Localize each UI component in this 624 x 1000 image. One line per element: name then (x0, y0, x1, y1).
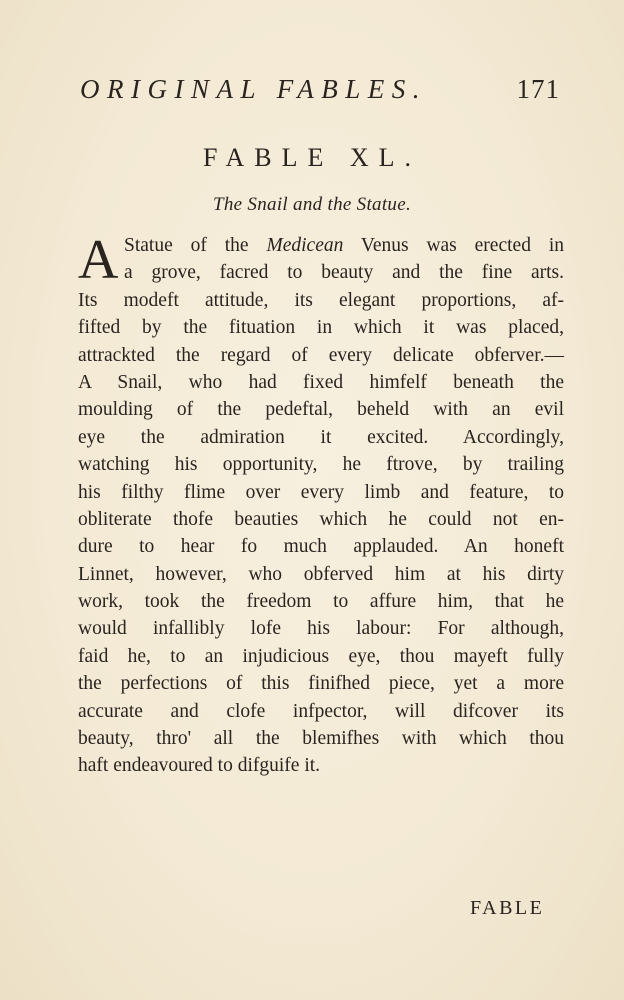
text-line: eye the admiration it excited. Accordingly, (78, 426, 564, 448)
text-line: a grove, facred to beauty and the fine arts. (124, 262, 564, 284)
text-line: watching his opportunity, he ftrove, by trailing (78, 454, 564, 476)
fable-subtitle: The Snail and the Statue. (212, 194, 411, 215)
text-line: beauty, thro' all the blemifhes with which thou (78, 728, 564, 750)
drop-cap: A (78, 229, 119, 291)
text-line: accurate and clofe infpector, will difcover its (78, 700, 564, 722)
text-line: would infallibly lofe his labour: For although, (78, 618, 564, 640)
text-line: faid he, to an injudicious eye, thou mayeft fully (78, 645, 564, 667)
text-line: Statue of the Medicean Venus was erected in (124, 235, 564, 256)
running-title: ORIGINAL FABLES. (80, 74, 428, 104)
text-line: the perfections of this finifhed piece, yet a more (78, 673, 564, 695)
catchword: FABLE (470, 897, 545, 919)
fable-text (78, 229, 564, 780)
text-line: work, took the freedom to affure him, that he (78, 591, 564, 613)
running-head (80, 74, 560, 114)
fable-heading: FABLE XL. (202, 143, 422, 172)
text-line: obliterate thofe beauties which he could not en- (78, 508, 564, 530)
text-line: dure to hear fo much applauded. An honeft (78, 536, 564, 558)
text-line: haft endeavoured to difguife it. (78, 755, 321, 777)
text-line: A Snail, who had fixed himfelf beneath the (78, 371, 564, 393)
page-number: 171 (516, 74, 560, 104)
text-line: Its modeft attitude, its elegant proportions, af- (78, 289, 564, 311)
text-line: moulding of the pedeftal, beheld with an evil (78, 399, 564, 421)
text-line: Linnet, however, who obferved him at his dirty (78, 563, 564, 585)
text-line: attrackted the regard of every delicate obferver.— (78, 344, 564, 366)
text-line: his filthy flime over every limb and feature, to (78, 481, 564, 503)
text-line: fifted by the fituation in which it was placed, (78, 317, 564, 339)
